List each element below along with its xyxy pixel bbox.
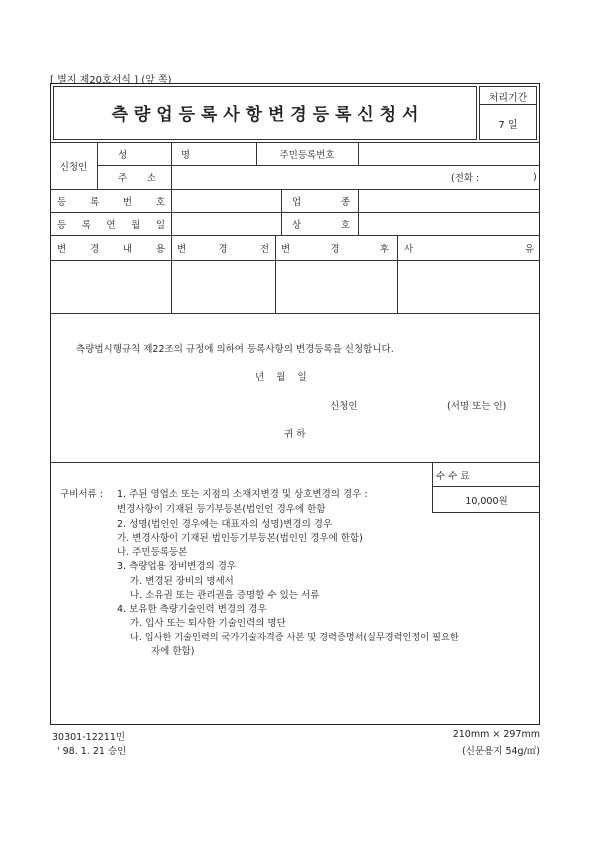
reg-date-field[interactable] [172,212,281,235]
fee-value: 10,000원 [465,495,508,507]
document-item: 4. 보유한 측량기술인력 변경의 경우 [117,604,267,615]
page-title: 측 량 업 등 록 사 항 변 경 등 록 신 청 서 [111,105,419,125]
footer-form-code: 30301-12211민 [52,732,126,743]
before-change-header: 변 경 전 [177,243,269,255]
reg-no-field[interactable] [359,142,540,165]
address-label: 주 소 [118,173,156,184]
reason-header: 사 유 [404,243,534,255]
reg-number-label: 등 록 번 호 [57,196,165,208]
before-change-cell[interactable] [172,261,275,313]
business-type-label: 업 종 [292,196,350,208]
document-item: 가. 변경된 장비의 명세서 [130,576,234,587]
address-field[interactable] [172,165,432,189]
change-content-cell[interactable] [51,261,171,313]
processing-period-label: 처리기간 [488,93,528,104]
reg-number-field[interactable] [172,189,281,212]
form-label: [ 별지 제20호서식 ] (앞 쪽) [50,75,172,86]
addressee: 귀 하 [284,429,306,440]
signature-note: (서명 또는 인) [447,401,507,412]
reg-date-label: 등 록 연 월 일 [57,219,165,231]
document-item: 가. 변경사항이 기재된 법인등기부등본(법인인 경우에 한함) [117,533,363,544]
change-content-header: 변 경 내 용 [57,243,165,255]
trade-name-field[interactable] [359,212,540,235]
document-item: 가. 입사 또는 퇴사한 기술인력의 명단 [130,618,286,629]
trade-name-label: 상 호 [292,219,350,231]
document-item: 변경사항이 기재된 등기부등본(법인인 경우에 한함 [117,504,326,515]
applicant-section-label: 신청인 [59,161,88,173]
processing-period-value: 7 일 [498,120,518,131]
footer-paper-type: (신문용지 54g/㎡) [462,746,540,757]
after-change-header: 변 경 후 [281,243,389,255]
name-label: 성 명 [118,149,190,161]
phone-close: ) [533,171,537,183]
documents-label: 구비서류 : [60,489,103,500]
reg-no-label: 주민등록번호 [279,149,335,161]
footer-paper-size: 210mm × 297mm [452,729,540,740]
fee-label: 수 수 료 [436,470,470,482]
date-line: 년 월 일 [255,372,307,383]
document-item: 나. 입사한 기술인력의 국가기술자격증 사본 및 경력증명서(실무경력인정이 필요한 [130,632,459,643]
after-change-cell[interactable] [276,261,397,313]
applicant-signature-label: 신청인 [330,401,358,412]
document-item: 1. 주된 영업소 또는 지점의 소재지변경 및 상호변경의 경우 : [117,489,368,500]
phone-label: (전화 : [451,173,480,184]
document-item: 2. 성명(법인인 경우에는 대표자의 성명)변경의 경우 [117,519,333,530]
footer-approval: ' 98. 1. 21 승인 [57,746,127,757]
document-item: 3. 측량업용 장비변경의 경우 [117,561,237,572]
reason-cell[interactable] [398,261,539,313]
declaration-statement: 측량법시행규칙 제22조의 규정에 의하여 등록사항의 변경등록을 신청합니다. [76,344,394,355]
document-item: 나. 주민등록등본 [117,547,188,558]
name-field[interactable] [172,142,256,165]
business-type-field[interactable] [359,189,540,212]
document-item: 나. 소유권 또는 관리권을 증명할 수 있는 서류 [130,590,320,601]
document-item: 자에 한함) [151,646,195,657]
